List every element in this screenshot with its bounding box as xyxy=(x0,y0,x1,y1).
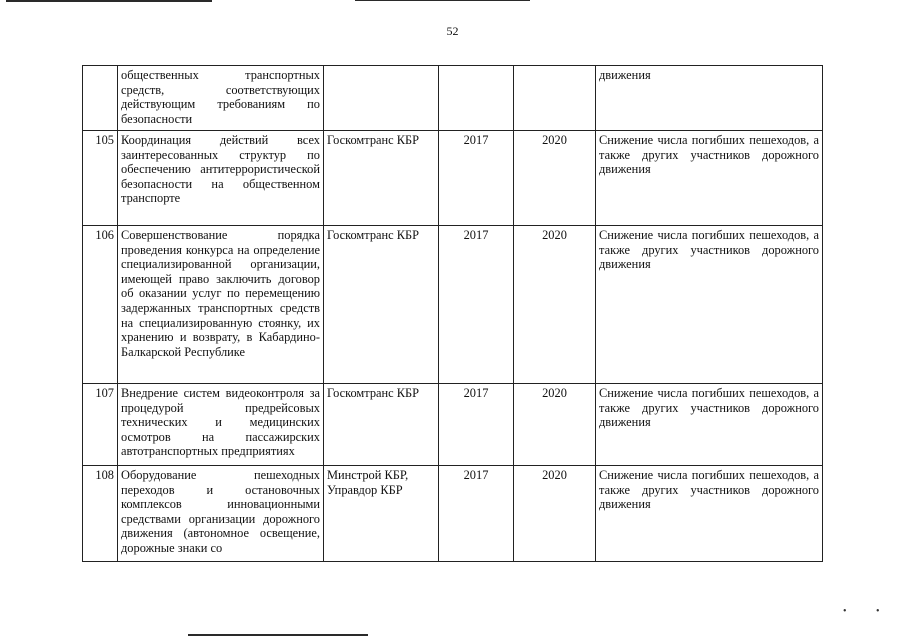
row-number: 107 xyxy=(83,384,118,466)
executor: Госкомтранс КБР xyxy=(324,131,439,226)
measure-description: общественных транспортных средств, соответствующих действующим требованиям по безопасности xyxy=(118,66,324,131)
executor: Минстрой КБР, Управдор КБР xyxy=(324,466,439,562)
expected-result: движения xyxy=(596,66,823,131)
start-year: 2017 xyxy=(439,226,514,384)
start-year: 2017 xyxy=(439,131,514,226)
start-year: 2017 xyxy=(439,466,514,562)
expected-result: Снижение числа погибших пешеходов, а также других участников дорожного движения xyxy=(596,226,823,384)
row-number: 108 xyxy=(83,466,118,562)
measure-description: Оборудование пешеходных переходов и остановочных комплексов инновационными средствами организации дорожного движения (автономное освещение, дорожные знаки со xyxy=(118,466,324,562)
expected-result: Снижение числа погибших пешеходов, а также других участников дорожного движения xyxy=(596,384,823,466)
end-year: 2020 xyxy=(514,466,596,562)
scan-line-bottom xyxy=(188,634,368,636)
expected-result: Снижение числа погибших пешеходов, а также других участников дорожного движения xyxy=(596,131,823,226)
measure-description: Координация действий всех заинтересованных структур по обеспечению антитеррористической безопасности на общественном транспорте xyxy=(118,131,324,226)
scan-line-top-left xyxy=(6,0,212,2)
end-year: 2020 xyxy=(514,131,596,226)
table-row xyxy=(83,226,823,384)
executor xyxy=(324,66,439,131)
row-number: 106 xyxy=(83,226,118,384)
executor: Госкомтранс КБР xyxy=(324,226,439,384)
page-number: 52 xyxy=(446,24,459,38)
measure-description: Совершенствование порядка проведения конкурса на определение специализированной организации, имеющей право заключить договор об оказании услуг по перемещению задержанных транспортных средств на специализированную стоянку, их хранению и возврату, в Кабардино-Балкарской Республике xyxy=(118,226,324,384)
table-row xyxy=(83,131,823,226)
row-number: 105 xyxy=(83,131,118,226)
table-row xyxy=(83,384,823,466)
end-year: 2020 xyxy=(514,384,596,466)
scan-mark: • xyxy=(843,606,847,617)
scan-line-top-right xyxy=(355,0,530,1)
measures-table xyxy=(82,65,823,562)
end-year: 2020 xyxy=(514,226,596,384)
table-row xyxy=(83,466,823,562)
table-row xyxy=(83,66,823,131)
scan-mark: • xyxy=(876,606,880,617)
expected-result: Снижение числа погибших пешеходов, а также других участников дорожного движения xyxy=(596,466,823,562)
executor: Госкомтранс КБР xyxy=(324,384,439,466)
row-number xyxy=(83,66,118,131)
start-year: 2017 xyxy=(439,384,514,466)
measure-description: Внедрение систем видеоконтроля за процедурой предрейсовых технических и медицинских осмотров на пассажирских автотранспортных предприятиях xyxy=(118,384,324,466)
start-year xyxy=(439,66,514,131)
end-year xyxy=(514,66,596,131)
